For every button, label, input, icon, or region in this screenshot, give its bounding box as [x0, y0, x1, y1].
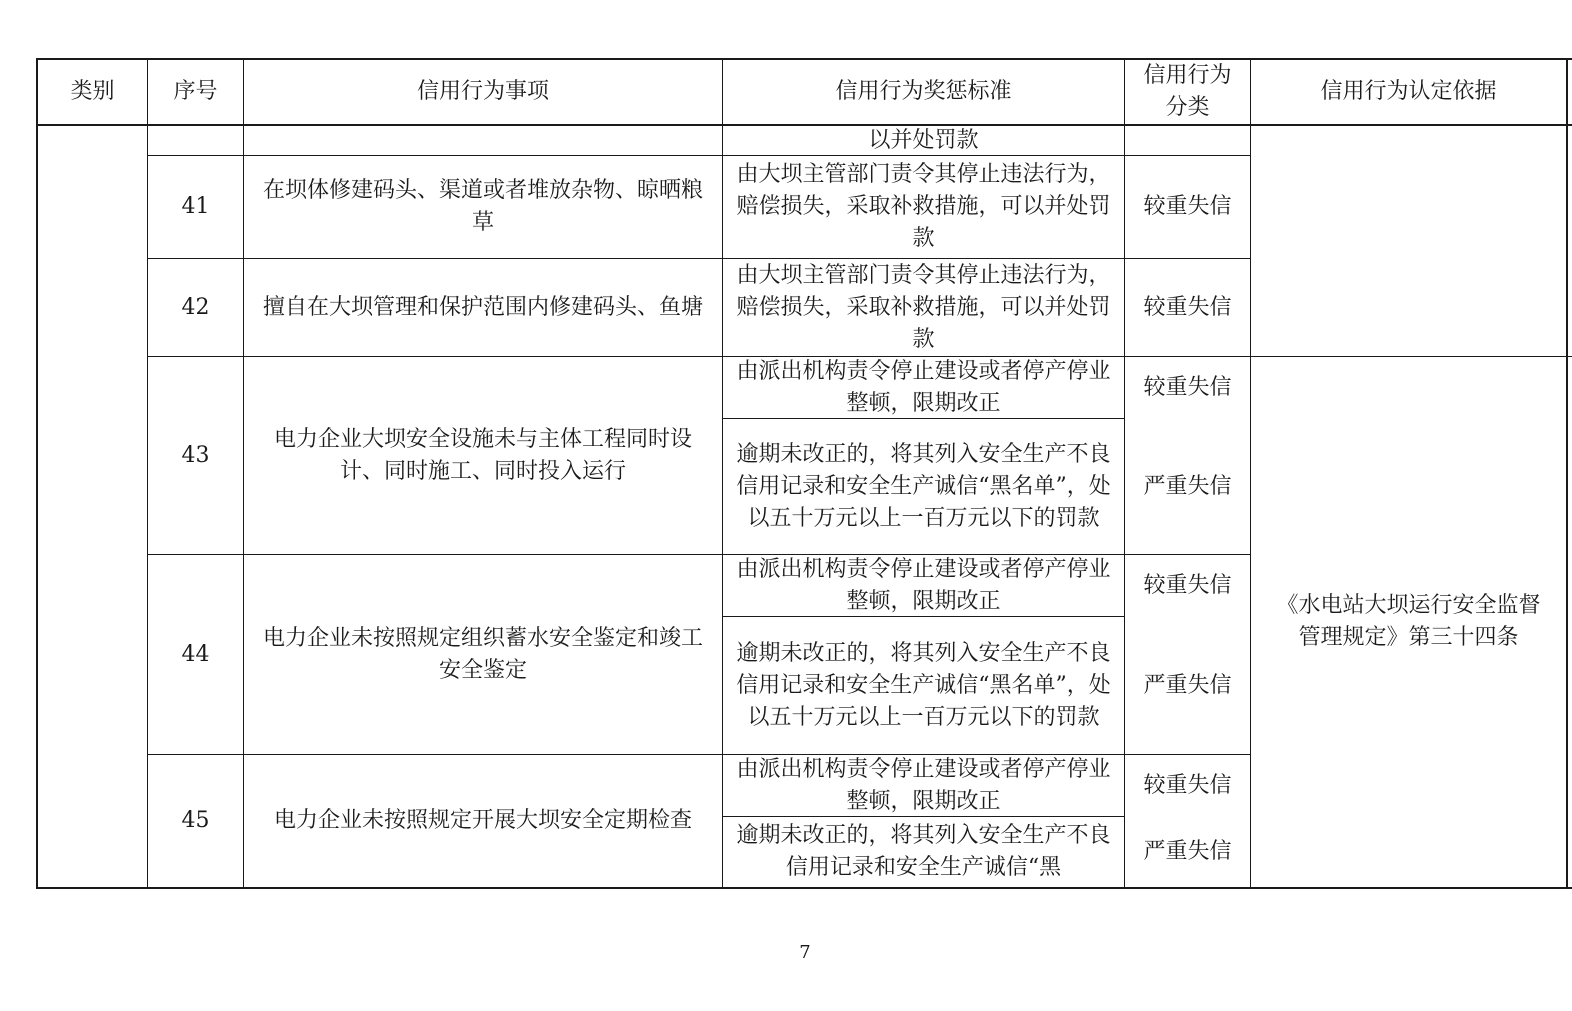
row-43-standard-1 — [723, 357, 1124, 418]
row-43-item — [244, 357, 722, 554]
row-classification-text: 严重失信 — [1143, 839, 1232, 864]
basis-group-2 — [1251, 357, 1566, 887]
header-classification — [1125, 60, 1250, 124]
row-45-standard-2 — [723, 817, 1124, 887]
row-41-number — [148, 156, 243, 258]
row-44-standard-1 — [723, 555, 1124, 616]
row-41-standard — [723, 156, 1124, 258]
row-45-number — [148, 755, 243, 887]
page-number: 7 — [799, 942, 811, 963]
row-41-item — [244, 156, 722, 258]
row-classification-text: 严重失信 — [1143, 672, 1232, 698]
row-42-standard — [723, 259, 1124, 356]
row-standard-text: 由派出机构责令停止建设或者停产停业整顿，限期改正 — [736, 358, 1111, 416]
header-item-label: 信用行为事项 — [416, 79, 549, 104]
row-43-classification-1 — [1125, 357, 1250, 418]
row-42-classification — [1125, 259, 1250, 356]
row-classification-text: 较重失信 — [1143, 572, 1232, 598]
continued-standard-text: 以并处罚款 — [868, 127, 979, 153]
row-standard-text: 由派出机构责令停止建设或者停产停业整顿，限期改正 — [736, 756, 1111, 814]
row-classification-text: 较重失信 — [1143, 374, 1232, 400]
row-standard-text: 由大坝主管部门责令其停止违法行为，赔偿损失，采取补救措施，可以并处罚款 — [736, 262, 1111, 352]
row-44-item — [244, 555, 722, 754]
row-item-text: 电力企业未按照规定组织蓄水安全鉴定和竣工安全鉴定 — [262, 625, 703, 683]
row-standard-text: 逾期未改正的，将其列入安全生产不良信用记录和安全生产诚信“黑 — [736, 823, 1111, 880]
row-classification-text: 严重失信 — [1143, 473, 1232, 499]
header-standard — [723, 60, 1124, 124]
row-45-classification-2 — [1125, 817, 1250, 887]
row-44-standard-2 — [723, 617, 1124, 754]
row-41-classification — [1125, 156, 1250, 258]
row-standard-text: 逾期未改正的，将其列入安全生产不良信用记录和安全生产诚信“黑名单”，处以五十万元以上一百万元以下的罚款 — [736, 640, 1111, 730]
row-45-standard-1 — [723, 755, 1124, 816]
row-number: 44 — [181, 641, 210, 667]
continued-standard — [723, 126, 1124, 155]
row-standard-text: 逾期未改正的，将其列入安全生产不良信用记录和安全生产诚信“黑名单”，处以五十万元以上一百万元以下的罚款 — [736, 441, 1111, 531]
row-45-item — [244, 755, 722, 887]
row-number: 42 — [181, 294, 210, 320]
row-43-classification-2 — [1125, 419, 1250, 554]
row-number: 43 — [181, 442, 210, 468]
row-43-standard-2 — [723, 419, 1124, 554]
row-item-text: 在坝体修建码头、渠道或者堆放杂物、晾晒粮草 — [262, 178, 703, 235]
row-number: 41 — [181, 194, 210, 219]
header-number-label: 序号 — [173, 79, 218, 104]
row-42-number — [148, 259, 243, 356]
header-category — [38, 60, 147, 124]
row-45-classification-1 — [1125, 755, 1250, 816]
row-44-number — [148, 555, 243, 754]
basis-text: 《水电站大坝运行安全监督管理规定》第三十四条 — [1276, 593, 1541, 650]
header-basis — [1251, 60, 1566, 124]
row-standard-text: 由大坝主管部门责令其停止违法行为，赔偿损失，采取补救措施，可以并处罚款 — [736, 162, 1111, 251]
header-item — [244, 60, 722, 124]
row-classification-text: 较重失信 — [1143, 194, 1232, 219]
row-44-classification-2 — [1125, 617, 1250, 754]
row-42-item — [244, 259, 722, 356]
row-item-text: 擅自在大坝管理和保护范围内修建码头、鱼塘 — [262, 294, 703, 320]
row-standard-text: 由派出机构责令停止建设或者停产停业整顿，限期改正 — [736, 556, 1111, 614]
row-classification-text: 较重失信 — [1143, 772, 1232, 798]
header-basis-label: 信用行为认定依据 — [1320, 79, 1497, 104]
header-standard-label: 信用行为奖惩标准 — [835, 79, 1012, 104]
row-classification-text: 较重失信 — [1143, 294, 1232, 320]
row-item-text: 电力企业未按照规定开展大坝安全定期检查 — [273, 808, 692, 833]
row-43-number — [148, 357, 243, 554]
row-44-classification-1 — [1125, 555, 1250, 616]
row-item-text: 电力企业大坝安全设施未与主体工程同时设计、同时施工、同时投入运行 — [273, 426, 692, 484]
basis-group-1 — [1251, 126, 1566, 356]
row-number: 45 — [181, 808, 210, 833]
header-category-label: 类别 — [70, 79, 115, 104]
header-number — [148, 60, 243, 124]
header-classification-label: 信用行为分类 — [1143, 63, 1232, 120]
